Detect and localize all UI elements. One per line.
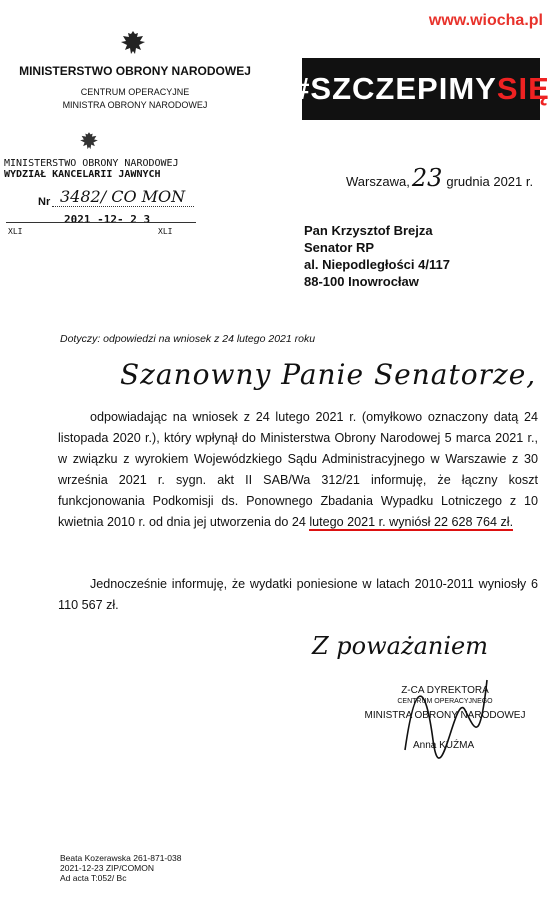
stamp-line1: MINISTERSTWO OBRONY NARODOWEJ: [4, 158, 179, 169]
stamp-nr-value: 3482/ CO MON: [60, 187, 186, 206]
stamp-right-code: XLI: [158, 227, 173, 236]
paragraph1-highlight: lutego 2021 r. wyniósł 22 628 764 zł.: [309, 515, 514, 529]
footer-info: [60, 853, 181, 883]
signature-title: Z-CA DYREKTORA: [401, 685, 489, 696]
handwritten-signature-icon: [395, 670, 495, 765]
stamp-eagle-icon: [78, 130, 100, 152]
recipient-street: al. Niepodległości 4/117: [304, 257, 450, 272]
place-day: 23: [411, 164, 443, 192]
recipient-city: 88-100 Inowrocław: [304, 274, 419, 289]
signature-name: Anna KUŹMA: [413, 740, 475, 751]
footer-author: Beata Kozerawska 261-871-038: [60, 853, 182, 863]
place-city: Warszawa,: [346, 174, 410, 189]
stamp-date: 2021 -12- 2 3: [64, 213, 151, 226]
body-paragraph-2: Jednocześnie informuję, że wydatki poniesione w latach 2010-2011 wyniosły 6 110 567 zł.: [58, 577, 538, 612]
banner-accent: SIĘ: [496, 71, 550, 106]
stamp-nr-label: Nr: [38, 196, 51, 208]
centrum-header: CENTRUM OPERACYJNE: [80, 87, 190, 97]
signature-org: MINISTRA OBRONY NARODOWEJ: [364, 710, 526, 721]
eagle-emblem-icon: [118, 28, 148, 58]
salutation: Szanowny Panie Senatorze,: [120, 358, 537, 391]
szczepimy-banner: [292, 58, 550, 120]
place-month-year: grudnia 2021 r.: [446, 174, 534, 189]
recipient-title: Senator RP: [304, 240, 375, 255]
closing-handwritten: Z poważaniem: [312, 632, 489, 660]
ministra-header: MINISTRA OBRONY NARODOWEJ: [62, 100, 208, 110]
stamp-nr-line: [52, 206, 194, 207]
recipient-name: Pan Krzysztof Brejza: [304, 223, 433, 238]
place-date: [346, 164, 533, 192]
banner-main: #SZCZEPIMY: [292, 71, 497, 106]
paragraph1-text: odpowiadając na wniosek z 24 lutego 2021 r. (omyłkowo oznaczony datą 24 listopada 2020 r.), który wpłynął do Ministerstwa Obrony Narodowej 5 marca 2021 r., w związku z wyrokiem Wojewódzkiego Sądu Administracyjnego w Warszawie z 30 września 2021 r. sygn. akt II SAB/Wa 312/21 informuję, że łączny koszt funkcjonowania Podkomisji ds. Ponownego Zbadania Wypadku Lotniczego z 10 kwietnia 2010 r. od dnia jej utworzenia do 24: [58, 410, 538, 529]
stamp-line2: WYDZIAŁ KANCELARII JAWNYCH: [4, 169, 161, 180]
stamp-left-code: XLI: [8, 227, 23, 236]
recipient-address: [304, 222, 450, 290]
registry-stamp: [4, 158, 204, 180]
footer-ref: 2021-12-23 ZIP/COMON: [60, 863, 155, 873]
subject-line: Dotyczy: odpowiedzi na wniosek z 24 lutego 2021 roku: [60, 333, 316, 345]
body-paragraph-1: [58, 407, 538, 533]
footer-acta: Ad acta T:052/ Bc: [60, 873, 127, 883]
ministry-header: MINISTERSTWO OBRONY NARODOWEJ: [19, 64, 251, 78]
watermark: www.wiocha.pl: [428, 12, 543, 29]
stamp-underline: [6, 222, 196, 223]
signature-sub: CENTRUM OPERACYJNEGO: [397, 698, 493, 705]
